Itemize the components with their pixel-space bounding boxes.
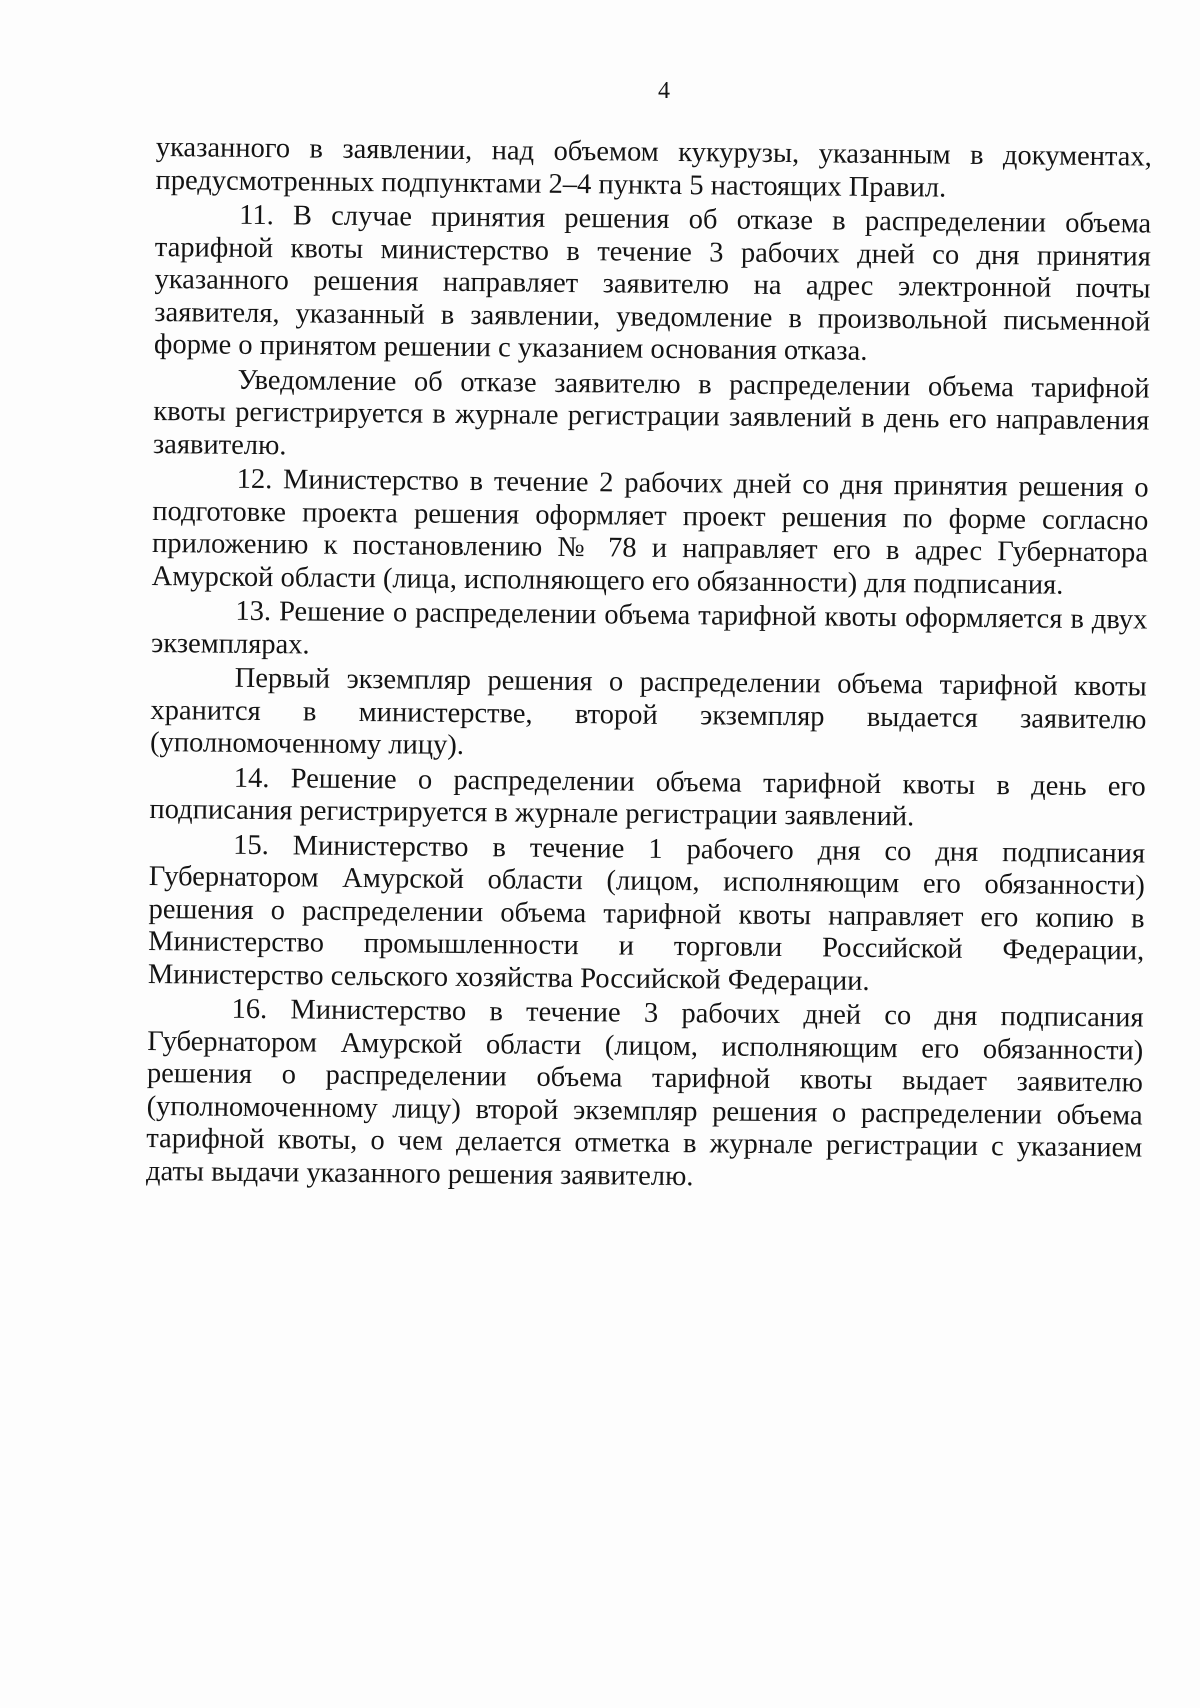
paragraph-notification: Уведомление об отказе заявителю в распределении объема тарифной квоты регистрируется в журнале регистрации заявлений в день его направления заявителю.: [152, 364, 1150, 461]
page-number: 4: [658, 78, 670, 104]
paragraph-item-11: 11. В случае принятия решения об отказе в распределении объема тарифной квоты министерство в течение 3 рабочих дней со дня принятия указанного решения направляет заявителю на адрес электронной почты заявителя, указанный в заявлении, уведомление в произвольной письменной форме о принятом решении с указанием основания отказа.: [153, 199, 1152, 367]
paragraph-item-13: 13. Решение о распределении объема тарифной квоты оформляется в двух экземплярах.: [150, 595, 1148, 660]
paragraph-item-15: 15. Министерство в течение 1 рабочего дня со дня подписания Губернатором Амурской области (лицом, исполняющим его обязанности) решения о распределении объема тарифной квоты направляет его копию в Министерство промышленности и торговли Российской Федерации, Министерство сельского хозяйства Российской Федерации.: [147, 829, 1146, 997]
paragraph-item-12: 12. Министерство в течение 2 рабочих дней со дня принятия решения о подготовке проекта решения оформляет проект решения по форме согласно приложению к постановлению № 78 и направляет его в адрес Губернатора Амурской области (лица, исполняющего его обязанности) для подписания.: [151, 463, 1149, 601]
paragraph-continuation: указанного в заявлении, над объемом кукурузы, указанным в документах, предусмотренных подпунктами 2–4 пункта 5 настоящих Правил.: [155, 132, 1152, 204]
paragraph-item-16: 16. Министерство в течение 3 рабочих дней со дня подписания Губернатором Амурской области (лицом, исполняющим его обязанности) решения о распределении объема тарифной квоты выдает заявителю (уполномоченному лицу) второй экземпляр решения о распределении объема тарифной квоты, о чем делается отметка в журнале регистрации с указанием даты выдачи указанного решения заявителю.: [145, 993, 1144, 1192]
paragraph-first-copy: Первый экземпляр решения о распределении объема тарифной квоты хранится в министерстве, второй экземпляр выдается заявителю (уполномоченному лицу).: [149, 662, 1147, 761]
document-body: [146, 132, 1152, 1198]
paragraph-item-14: 14. Решение о распределении объема тарифной квоты в день его подписания регистрируется в журнале регистрации заявлений.: [149, 762, 1146, 833]
